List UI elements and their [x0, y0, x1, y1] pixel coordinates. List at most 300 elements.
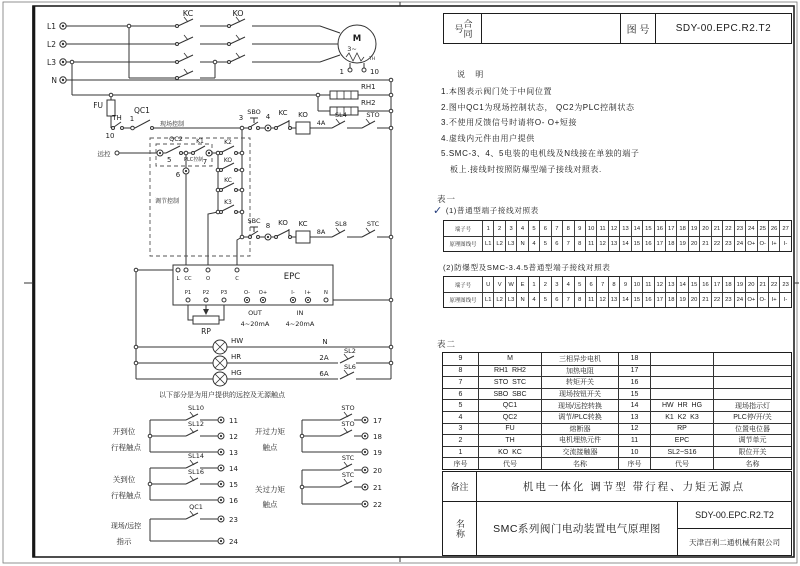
cell: 7 [551, 221, 562, 236]
cell [650, 353, 713, 365]
epc-o-terminal: O [205, 276, 211, 282]
lamp-hw-icon [213, 340, 227, 354]
cell: 加热电阻 [541, 366, 618, 377]
cell: HW HR HG [650, 400, 713, 411]
name-label-cell [442, 501, 477, 556]
cell: O+ [745, 293, 756, 307]
remark-label-cell [442, 471, 477, 502]
cell: 18 [722, 277, 733, 292]
cell [713, 389, 791, 400]
terminal-24: 24 [229, 538, 238, 546]
drawing-no-value-cell [655, 13, 792, 44]
ko-coil-label: KO [298, 111, 308, 119]
sl4-label: SL4 [335, 111, 347, 119]
out-range-label: 4~20mA [240, 320, 270, 328]
cell: I+ [768, 293, 779, 307]
row-header: 原理图线号 [449, 298, 477, 305]
terminal-11: 11 [229, 417, 238, 425]
cell: 现场指示灯 [713, 400, 791, 411]
rh1-label: RH1 [361, 83, 376, 91]
cell: L3 [505, 293, 516, 307]
wire-6-label: 6 [175, 171, 181, 179]
cell: 1 [528, 277, 539, 292]
cell: 20 [699, 221, 710, 236]
ko-interlock-label: KO [278, 219, 288, 227]
cell: 15 [688, 277, 699, 292]
notes-section [441, 69, 791, 177]
terminal-19: 19 [373, 449, 382, 457]
wire-7-label: 7 [202, 158, 208, 166]
note-line: 2.图中QC1为现场控制状态， QC2为PLC控制状态 [441, 102, 635, 112]
cell: L3 [505, 237, 516, 251]
fuse-label: FU [93, 101, 103, 110]
sl14-label: SL14 [187, 452, 205, 460]
cell: I+ [768, 237, 779, 251]
cell: RP [650, 424, 713, 435]
cell: E [516, 277, 527, 292]
cell: 6 [551, 293, 562, 307]
cell: 5 [539, 237, 550, 251]
table-row [443, 423, 791, 435]
cell: 2 [493, 221, 504, 236]
cell: 23 [734, 221, 745, 236]
cell: 4 [516, 221, 527, 236]
cell: O- [757, 237, 768, 251]
cell: 16 [654, 221, 665, 236]
table-row [443, 411, 791, 423]
cell: 2 [539, 277, 550, 292]
epc-i-plus-terminal: I+ [305, 290, 311, 296]
terminal-17: 17 [373, 417, 382, 425]
terminal-cells [482, 277, 791, 292]
cell: FU [478, 424, 541, 435]
kc-seal-label: KC [224, 177, 232, 184]
cell: 7 [562, 293, 573, 307]
cell: 23 [722, 237, 733, 251]
cell: 19 [688, 221, 699, 236]
table1-sub1-text: (1)普通型端子接线对照表 [445, 206, 539, 215]
cell: 12 [608, 221, 619, 236]
cell: 位置电位器 [713, 424, 791, 435]
open-position-label: 开到位 [112, 427, 136, 436]
cell: 现场按钮开关 [541, 389, 618, 400]
sl2-label: SL2 [344, 347, 356, 355]
sl8-label: SL8 [335, 220, 347, 228]
table-footer-row [443, 457, 791, 469]
close-position-label: 关到位 [112, 475, 136, 484]
in-range-label: 4~20mA [285, 320, 315, 328]
epc-l-terminal: L [176, 276, 180, 282]
wire-6a-label: 6A [319, 370, 329, 378]
epc-p3-terminal: P3 [220, 290, 228, 296]
table-row [443, 399, 791, 411]
sto-contact-label-1: STO [341, 404, 355, 412]
wire-4a-label: 4A [316, 119, 326, 127]
cell: 12 [618, 424, 650, 435]
epc-o-plus-terminal: O+ [258, 290, 268, 296]
cell: 14 [618, 400, 650, 411]
cell: 12 [654, 277, 665, 292]
cell: 15 [631, 293, 642, 307]
cell: 5 [539, 293, 550, 307]
cell: 4 [528, 293, 539, 307]
qc1-contact-label: QC1 [189, 503, 203, 511]
wire-3-label: 3 [238, 114, 244, 122]
cell: O- [757, 293, 768, 307]
cell: 22 [768, 277, 779, 292]
cell: 18 [618, 353, 650, 365]
cell: 18 [665, 293, 676, 307]
rp-label: RP [201, 327, 211, 336]
cell: 14 [619, 293, 630, 307]
wire-cells [482, 293, 791, 307]
cell: 8 [562, 221, 573, 236]
drawing-no-value: SDY-00.EPC.R2.T2 [675, 23, 772, 34]
epc-o-minus-terminal: O- [243, 290, 251, 296]
sl16-label: SL16 [187, 468, 205, 476]
cell: 11 [642, 277, 653, 292]
table1-caption: 表一 [437, 194, 457, 204]
cell: RH1 RH2 [478, 366, 541, 377]
cell: 3 [551, 277, 562, 292]
table-row [444, 236, 791, 251]
user-supplied-dashed-boxes [150, 138, 250, 256]
table-row [444, 277, 791, 292]
terminal-16: 16 [229, 497, 238, 505]
cell: 20 [745, 277, 756, 292]
drawing-no-label-cell [620, 13, 656, 44]
table-row [444, 221, 791, 236]
cell: 19 [676, 237, 687, 251]
lamp-hr-icon [213, 356, 227, 370]
motor-label: M [352, 34, 362, 44]
table2-caption: 表二 [437, 339, 457, 349]
terminal-22: 22 [373, 501, 382, 509]
terminal-14: 14 [229, 465, 238, 473]
cell: 15 [642, 221, 653, 236]
remark-label: 备注 [450, 482, 469, 492]
cell: 17 [618, 366, 650, 377]
cell: U [482, 277, 493, 292]
epc-p2-terminal: P2 [202, 290, 210, 296]
cell: QC1 [478, 400, 541, 411]
cell: 9 [458, 355, 463, 363]
ko-coil-icon [296, 122, 310, 134]
cell: 23 [779, 277, 790, 292]
sbc-label: SBC [247, 217, 261, 225]
cell: 11 [618, 435, 650, 446]
ko-seal-label: KO [223, 157, 233, 164]
cell: 15 [618, 389, 650, 400]
supply-terminals-icon [60, 23, 66, 83]
cell: TH [478, 435, 541, 446]
wire-10-label: 10 [105, 132, 115, 140]
cell: 21 [711, 221, 722, 236]
diagram-title: SMC系列阀门电动装置电气原理图 [493, 523, 661, 535]
cell: 13 [618, 412, 650, 423]
k1-label: K1 [196, 138, 204, 145]
cell: 16 [618, 377, 650, 388]
cell: 11 [585, 237, 596, 251]
cell: 27 [779, 221, 790, 236]
cell: 21 [699, 293, 710, 307]
th-label: TH [112, 114, 122, 122]
out-label: OUT [248, 309, 262, 317]
contract-no-value-cell [481, 13, 621, 44]
contract-no-label: 合同号 [453, 18, 473, 39]
cell: 名称 [541, 458, 618, 469]
terminal-18: 18 [373, 433, 382, 441]
cell: L2 [493, 237, 504, 251]
cell: 序号 [618, 458, 650, 469]
cell: 19 [734, 277, 745, 292]
wire-n-label: N [322, 338, 328, 346]
cell: I- [779, 237, 790, 251]
table-row [443, 365, 791, 377]
kc-contactor-label: KC [182, 9, 194, 18]
local-control-label: 现场控制 [160, 121, 185, 128]
cell: 5 [458, 402, 463, 410]
terminal-23: 23 [229, 516, 238, 524]
wire-8a-label: 8A [316, 228, 326, 236]
wire-2a-label: 2A [319, 354, 329, 362]
cell: 现场/远控转换 [541, 400, 618, 411]
in-label: IN [296, 309, 304, 317]
table1-sub2-text: (2)防爆型及SMC-3.4.5普通型端子接线对照表 [443, 263, 611, 272]
cell [650, 389, 713, 400]
cell: 15 [631, 237, 642, 251]
cell: EPC [650, 435, 713, 446]
cell: 熔断器 [541, 424, 618, 435]
wire-1-label: 1 [129, 115, 135, 123]
hr-label: HR [231, 353, 242, 361]
cell: 14 [631, 221, 642, 236]
cell: 18 [676, 221, 687, 236]
remark-text-cell [476, 471, 792, 502]
cell: 17 [654, 293, 665, 307]
cell: 18 [665, 237, 676, 251]
cell: 9 [574, 221, 585, 236]
cell: L1 [482, 237, 493, 251]
cell: 22 [711, 237, 722, 251]
cell: 13 [608, 237, 619, 251]
heater-rh1-icon [330, 91, 358, 99]
k3-label: K3 [224, 199, 232, 206]
cell: 21 [757, 277, 768, 292]
cell: 交流接触器 [541, 447, 618, 458]
remote-label: 远控 [97, 150, 111, 158]
cell: 3 [458, 425, 463, 433]
row-header: 端子号 [454, 226, 472, 233]
cell [713, 377, 791, 388]
cell: 13 [608, 293, 619, 307]
table-row [444, 292, 791, 307]
check-icon: ✓ [433, 205, 443, 217]
note-line: 板上.接线时按照防爆型端子接线对照表. [450, 164, 602, 174]
cell: 5 [528, 221, 539, 236]
cell: 23 [722, 293, 733, 307]
remark-text: 机电一体化 调节型 带行程、力矩无源点 [522, 481, 746, 493]
cell: 6 [458, 390, 463, 398]
k2-label: K2 [224, 139, 232, 146]
table-row [443, 376, 791, 388]
sto-contact-label-2: STO [341, 420, 355, 428]
cell: 12 [596, 237, 607, 251]
cell: SL2~S16 [650, 447, 713, 458]
motor-terminal-1: 1 [339, 68, 344, 76]
cell: PLC停/开/关 [713, 412, 791, 423]
note-line: 5.SMC-3、4、5电装的电机线及N线接在单独的端子 [441, 149, 640, 158]
cell: 7 [562, 237, 573, 251]
sl10-label: SL10 [187, 404, 205, 412]
strip-terminals-icon [154, 125, 368, 544]
cell: 14 [619, 237, 630, 251]
epc-n-terminal: N [324, 290, 328, 296]
cell: 4 [562, 277, 573, 292]
cell: 代号 [478, 458, 541, 469]
stc-label: STC [366, 220, 380, 228]
cell: 24 [745, 221, 756, 236]
cell: KO KC [478, 447, 541, 458]
cell: 22 [722, 221, 733, 236]
sl6-label: SL6 [344, 363, 356, 371]
cell: 9 [619, 277, 630, 292]
wire-cells [482, 237, 791, 251]
plc-control-label: PLC控制 [184, 157, 204, 163]
table1-sub1-title [433, 204, 539, 217]
cell: 7 [596, 277, 607, 292]
cell: 21 [699, 237, 710, 251]
cell: 20 [688, 293, 699, 307]
cell: 22 [711, 293, 722, 307]
cell: 11 [585, 293, 596, 307]
cell: STO STC [478, 377, 541, 388]
sl12-label: SL12 [187, 420, 205, 428]
epc-label: EPC [283, 272, 301, 282]
cell: 19 [676, 293, 687, 307]
cell: 11 [596, 221, 607, 236]
company-name: 天津百利二通机械有限公司 [688, 537, 781, 547]
stc-contact-label-1: STC [341, 454, 355, 462]
row-header: 原理图线号 [449, 242, 477, 249]
notes-heading: 说 明 [457, 70, 488, 79]
cell: 17 [711, 277, 722, 292]
terminal-21: 21 [373, 484, 382, 492]
cell: M [478, 353, 541, 365]
drawing-number: SDY-00.EPC.R2.T2 [695, 510, 774, 520]
hg-label: HG [231, 369, 242, 377]
cell: N [516, 237, 527, 251]
cell: I- [779, 293, 790, 307]
note-line: 3.不使用反馈信号时请将O- O+短接 [441, 118, 578, 127]
cell: 8 [458, 367, 463, 375]
cell: 电机埋热元件 [541, 435, 618, 446]
motor-phase-label: 3~ [347, 45, 357, 53]
table-row [443, 446, 791, 458]
local-remote-label: 现场/远控 [110, 522, 142, 530]
motor-terminal-10: 10 [370, 68, 379, 76]
contact-label-1: 触点 [262, 443, 278, 452]
kc-coil-icon [296, 231, 310, 243]
cell: 5 [574, 277, 585, 292]
cell: 6 [539, 221, 550, 236]
sto-label: STO [366, 111, 380, 119]
cell: 4 [528, 237, 539, 251]
phase-l1-label: L1 [47, 22, 56, 31]
kc-coil-label: KC [298, 220, 308, 228]
cell: 13 [619, 221, 630, 236]
cell: 8 [574, 293, 585, 307]
cell: 17 [665, 221, 676, 236]
cell: V [493, 277, 504, 292]
indicate-label: 指示 [116, 537, 132, 546]
epc-p1-terminal: P1 [184, 290, 192, 296]
cell [713, 366, 791, 377]
table-row [443, 388, 791, 400]
cell: 限位开关 [713, 447, 791, 458]
drawing-number-cell [677, 501, 792, 529]
cell: 1 [482, 221, 493, 236]
contact-label-2: 触点 [262, 500, 278, 509]
qc1-label: QC1 [134, 106, 150, 115]
terminal-15: 15 [229, 481, 238, 489]
wire-4-label: 4 [265, 113, 271, 121]
travel-contact-label-1: 行程触点 [111, 443, 141, 452]
cell: 三相异步电机 [541, 353, 618, 365]
cell: 7 [458, 378, 463, 386]
cell: 3 [505, 221, 516, 236]
sbo-label: SBO [247, 108, 261, 116]
table-row [443, 353, 791, 365]
cell: 6 [551, 237, 562, 251]
cell: 8 [608, 277, 619, 292]
cell: 16 [699, 277, 710, 292]
cell: 转矩开关 [541, 377, 618, 388]
kc-interlock-label: KC [278, 109, 288, 117]
note-line: 1.本图表示阀门处于中间位置 [441, 87, 553, 96]
terminal-20: 20 [373, 467, 382, 475]
cell: 1 [458, 448, 463, 456]
cell [650, 366, 713, 377]
row-header: 端子号 [454, 282, 472, 289]
cell: 8 [574, 237, 585, 251]
user-section-caption: 以下部分是为用户提供的远控及无源触点 [159, 391, 285, 399]
terminal-cells [482, 221, 791, 236]
cell: 26 [768, 221, 779, 236]
cell: QC2 [478, 412, 541, 423]
cell: 2 [458, 436, 463, 444]
motor-icon [338, 25, 376, 72]
cell: 4 [458, 413, 463, 421]
lamp-hg-icon [213, 372, 227, 386]
cell: O+ [745, 237, 756, 251]
motor-th-label: TH [369, 57, 376, 62]
wire-8-label: 8 [265, 222, 271, 230]
cell: 24 [734, 293, 745, 307]
cell: 代号 [650, 458, 713, 469]
cell: K1 K2 K3 [650, 412, 713, 423]
cell: L1 [482, 293, 493, 307]
cell: 10 [585, 221, 596, 236]
name-label: 名称 [455, 518, 465, 539]
potentiometer-icon [193, 309, 219, 324]
cell: 调节/PLC转换 [541, 412, 618, 423]
phase-l3-label: L3 [47, 58, 56, 67]
note-line: 4.虚线内元件由用户提供 [441, 133, 535, 143]
cell: 20 [688, 237, 699, 251]
cell: 13 [665, 277, 676, 292]
terminal-12: 12 [229, 433, 238, 441]
